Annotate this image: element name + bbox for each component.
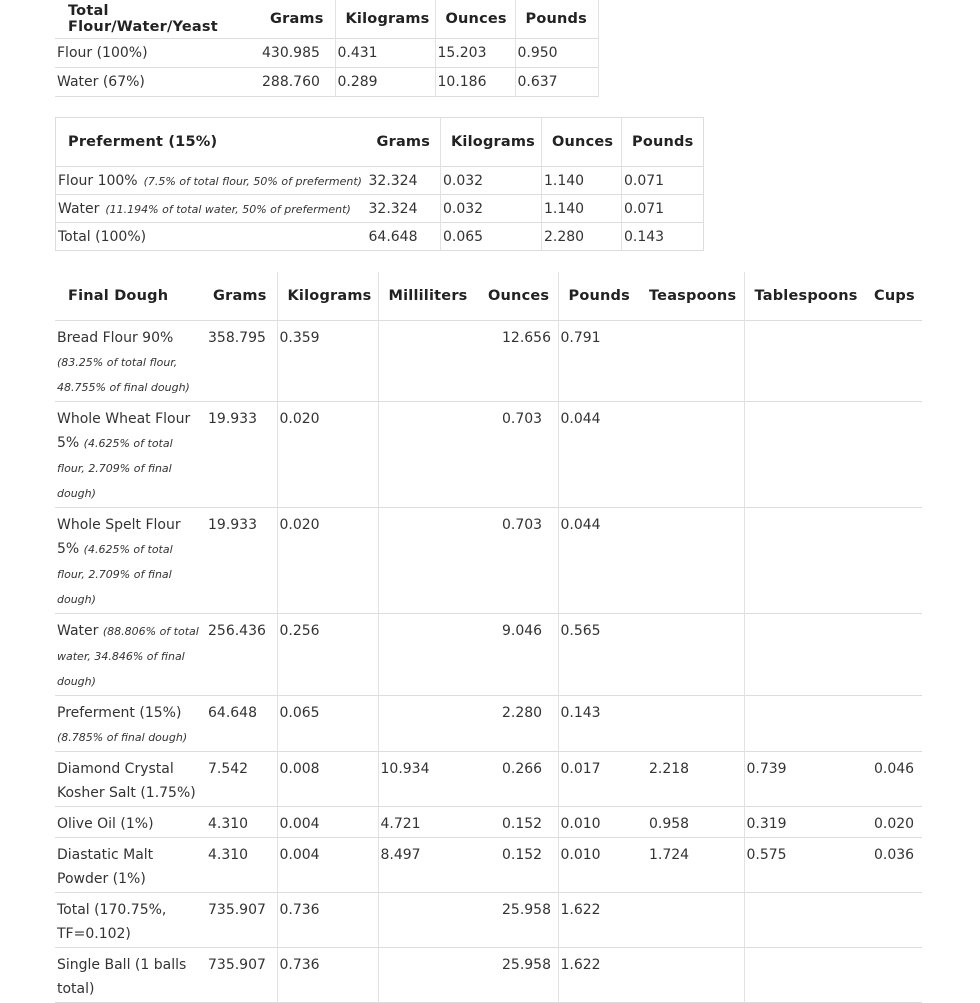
table-cell: 0.431	[335, 38, 435, 67]
table-cell: 0.565	[558, 613, 639, 695]
table-cell: 0.950	[515, 38, 598, 67]
table-cell: 4.310	[208, 815, 249, 832]
table-cell	[639, 613, 744, 695]
table-row	[55, 401, 922, 507]
table-cell	[744, 507, 864, 613]
column-header: Kilograms	[441, 118, 542, 167]
table-cell: 0.071	[622, 167, 704, 195]
table-cell: 10.934	[378, 751, 478, 806]
row-label	[55, 507, 203, 613]
ingredient-label: Flour 100%	[58, 172, 138, 189]
column-header: Teaspoons	[649, 287, 737, 304]
table-row	[55, 695, 922, 751]
ingredient-note: (4.625% of total flour, 2.709% of final dough)	[57, 542, 173, 606]
table-row	[55, 38, 598, 67]
final-dough-table	[55, 272, 922, 1003]
table-cell: 0.359	[277, 320, 378, 401]
row-label	[55, 892, 203, 947]
table-cell: 9.046	[502, 622, 543, 639]
table-cell	[639, 947, 744, 1002]
table-cell: 0.032	[441, 167, 542, 195]
row-label	[55, 401, 203, 507]
table-row	[55, 320, 922, 401]
table-row	[56, 195, 704, 223]
ingredient-label: Whole Spelt Flour 5%	[57, 516, 181, 557]
table-cell: 0.143	[558, 695, 639, 751]
table-cell	[744, 892, 864, 947]
table-cell: 19.933	[208, 516, 257, 533]
table-cell	[744, 947, 864, 1002]
table-cell	[864, 613, 922, 695]
column-header: Grams	[213, 287, 267, 304]
table-cell: 2.218	[649, 760, 690, 777]
table-cell	[639, 401, 744, 507]
table-row	[55, 613, 922, 695]
table-cell: 10.186	[435, 67, 515, 96]
table-cell: 0.065	[441, 223, 542, 251]
ingredient-label: Diamond Crystal Kosher Salt (1.75%)	[57, 760, 196, 801]
column-header: Preferment (15%)	[68, 134, 218, 150]
row-label	[55, 947, 203, 1002]
table-cell: 0.065	[277, 695, 378, 751]
table-cell: 0.020	[277, 507, 378, 613]
table-cell: 288.760	[262, 73, 320, 90]
table-row	[55, 806, 922, 837]
table-cell: 0.036	[874, 846, 915, 863]
table-cell: 0.046	[874, 760, 915, 777]
table-cell	[864, 695, 922, 751]
table-cell: 0.143	[622, 223, 704, 251]
table-cell	[864, 892, 922, 947]
table-header-row	[55, 0, 598, 38]
table-cell: 0.739	[744, 751, 864, 806]
table-cell	[744, 401, 864, 507]
table-cell: 0.256	[277, 613, 378, 695]
column-header: Pounds	[622, 118, 704, 167]
column-header: Grams	[376, 134, 431, 150]
table-cell: Flour (100%)	[57, 44, 148, 61]
table-cell: 19.933	[208, 410, 257, 427]
table-cell: 15.203	[435, 38, 515, 67]
table-cell	[639, 320, 744, 401]
ingredient-label: Diastatic Malt Powder (1%)	[57, 846, 154, 887]
table-cell: Water (67%)	[57, 73, 145, 90]
table-cell: 64.648	[368, 228, 418, 245]
table-cell: 0.032	[441, 195, 542, 223]
table-cell	[378, 320, 478, 401]
row-label	[56, 195, 367, 223]
table-cell: 430.985	[262, 44, 320, 61]
table-cell: 25.958	[502, 901, 551, 918]
table-cell: 1.140	[542, 167, 622, 195]
table-cell: 4.721	[378, 806, 478, 837]
table-cell	[378, 507, 478, 613]
table-cell: 32.324	[368, 200, 418, 217]
preferment-table	[55, 117, 704, 251]
column-header: Tablespoons	[744, 272, 864, 320]
ingredient-label: Water	[57, 622, 99, 639]
table-cell	[639, 507, 744, 613]
table-cell: 0.010	[558, 837, 639, 892]
table-cell: 32.324	[368, 172, 418, 189]
column-header: Kilograms	[335, 0, 435, 38]
table-cell: 0.575	[744, 837, 864, 892]
table-cell: 0.020	[277, 401, 378, 507]
table-cell: 0.703	[502, 516, 543, 533]
column-header: Kilograms	[277, 272, 378, 320]
ingredient-label: Single Ball (1 balls total)	[57, 956, 187, 997]
table-cell: 0.289	[335, 67, 435, 96]
table-row	[55, 67, 598, 96]
table-cell: 0.703	[502, 410, 543, 427]
table-cell: 0.010	[558, 806, 639, 837]
table-row	[55, 507, 922, 613]
row-label	[55, 320, 203, 401]
ingredient-note: (4.625% of total flour, 2.709% of final dough)	[57, 436, 173, 500]
row-label	[55, 613, 203, 695]
column-header: Final Dough	[68, 287, 169, 304]
table-cell: 2.280	[542, 223, 622, 251]
row-label	[56, 167, 367, 195]
table-cell	[378, 947, 478, 1002]
ingredient-label: Total (170.75%, TF=0.102)	[57, 901, 167, 942]
table-cell: 0.266	[502, 760, 543, 777]
table-cell: 0.004	[277, 806, 378, 837]
table-cell	[744, 695, 864, 751]
ingredient-note: (11.194% of total water, 50% of preferment)	[105, 202, 351, 216]
ingredient-label: Bread Flour 90%	[57, 329, 174, 346]
table-row	[55, 751, 922, 806]
ingredient-note: (83.25% of total flour, 48.755% of final dough)	[57, 355, 190, 394]
table-cell: 2.280	[502, 704, 543, 721]
table-cell: 0.958	[649, 815, 690, 832]
row-label	[55, 837, 203, 892]
table-cell: 1.140	[542, 195, 622, 223]
row-label	[55, 751, 203, 806]
table-cell: 0.152	[502, 815, 543, 832]
table-cell: 0.736	[277, 892, 378, 947]
table-cell: 4.310	[208, 846, 249, 863]
table-cell	[378, 892, 478, 947]
table-cell	[744, 613, 864, 695]
table-cell: 0.736	[277, 947, 378, 1002]
ingredient-note: (8.785% of final dough)	[57, 730, 188, 744]
table-cell: 358.795	[208, 329, 266, 346]
table-cell	[639, 892, 744, 947]
ingredient-label: Water	[58, 200, 100, 217]
table-row	[55, 892, 922, 947]
table-cell	[378, 695, 478, 751]
table-cell	[864, 507, 922, 613]
column-header: Pounds	[558, 272, 639, 320]
table-cell: 7.542	[208, 760, 249, 777]
table-cell: 0.637	[515, 67, 598, 96]
ingredient-label: Olive Oil (1%)	[57, 815, 154, 832]
column-header: Ounces	[435, 0, 515, 38]
table-cell: 1.622	[558, 947, 639, 1002]
table-cell: 25.958	[502, 956, 551, 973]
table-cell	[378, 613, 478, 695]
row-label	[55, 806, 203, 837]
table-cell: 12.656	[502, 329, 551, 346]
column-header: Milliliters	[378, 272, 478, 320]
ingredient-label: Preferment (15%)	[57, 704, 182, 721]
table-cell: 8.497	[378, 837, 478, 892]
ingredient-label: Total (100%)	[58, 228, 147, 245]
table-cell: 735.907	[208, 956, 266, 973]
column-header: Pounds	[515, 0, 598, 38]
table-cell: 256.436	[208, 622, 266, 639]
ingredient-note: (88.806% of total water, 34.846% of final dough)	[57, 624, 199, 688]
column-header: Cups	[874, 287, 915, 304]
table-header-row	[55, 272, 922, 320]
table-cell	[378, 401, 478, 507]
table-cell	[864, 401, 922, 507]
row-label	[55, 695, 203, 751]
table-cell: 64.648	[208, 704, 257, 721]
column-header: Ounces	[488, 287, 550, 304]
table-cell: 0.044	[558, 507, 639, 613]
table-cell	[864, 320, 922, 401]
table-row	[56, 167, 704, 195]
table-cell: 735.907	[208, 901, 266, 918]
row-label	[56, 223, 367, 251]
table-cell: 0.004	[277, 837, 378, 892]
table-cell: 0.020	[874, 815, 915, 832]
column-header: Grams	[270, 10, 324, 27]
ingredient-note: (7.5% of total flour, 50% of preferment)	[143, 174, 362, 188]
table-row	[56, 223, 704, 251]
table-row	[55, 837, 922, 892]
table-header-row	[56, 118, 704, 167]
column-header: Total Flour/Water/Yeast	[68, 2, 218, 35]
table-cell	[864, 947, 922, 1002]
table-cell: 0.071	[622, 195, 704, 223]
total-flour-water-table	[55, 0, 599, 97]
table-cell: 1.622	[558, 892, 639, 947]
table-cell: 0.044	[558, 401, 639, 507]
table-cell: 1.724	[649, 846, 690, 863]
table-row	[55, 947, 922, 1002]
table-cell: 0.791	[558, 320, 639, 401]
table-cell: 0.152	[502, 846, 543, 863]
table-cell	[639, 695, 744, 751]
table-cell	[744, 320, 864, 401]
column-header: Ounces	[542, 118, 622, 167]
table-cell: 0.319	[744, 806, 864, 837]
table-cell: 0.017	[558, 751, 639, 806]
table-cell: 0.008	[277, 751, 378, 806]
ingredient-label: Whole Wheat Flour 5%	[57, 410, 191, 451]
